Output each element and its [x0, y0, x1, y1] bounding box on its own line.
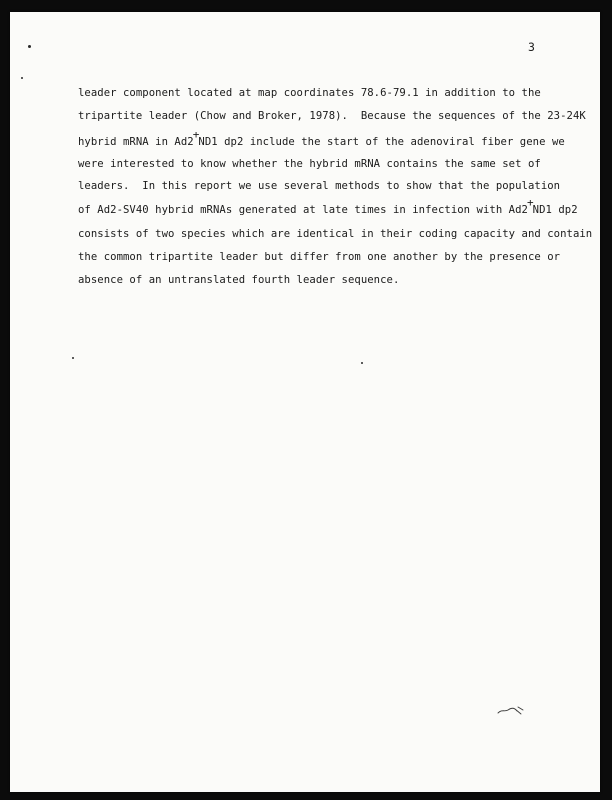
- superscript-plus: +: [526, 196, 534, 209]
- body-text-segment: ND1 dp2 include the start of the adenoviral fiber gene we: [198, 136, 565, 148]
- body-text-line-4: were interested to know whether the hybrid mRNA contains the same set of: [78, 158, 541, 170]
- page-speck: [21, 77, 23, 79]
- page-speck: [72, 357, 74, 359]
- page-speck: [361, 362, 363, 364]
- body-text-line-7: consists of two species which are identical in their coding capacity and contain: [78, 228, 593, 240]
- body-text-line-1: leader component located at map coordinates 78.6-79.1 in addition to the: [78, 87, 541, 99]
- body-text-line-3: [78, 128, 565, 148]
- body-text-segment: hybrid mRNA in Ad2: [78, 136, 194, 148]
- body-text-line-9: absence of an untranslated fourth leader sequence.: [78, 274, 400, 286]
- body-text-segment: ND1 dp2: [532, 204, 578, 216]
- pen-mark: [496, 703, 528, 717]
- document-page: [10, 12, 600, 792]
- body-text-line-6: [78, 196, 578, 216]
- body-text-line-5: leaders. In this report we use several methods to show that the population: [78, 180, 561, 192]
- body-text-line-2: tripartite leader (Chow and Broker, 1978). Because the sequences of the 23-24K: [78, 110, 586, 122]
- page-speck: [28, 45, 31, 48]
- page-number: 3: [528, 40, 535, 54]
- body-text-segment: of Ad2-SV40 hybrid mRNAs generated at late times in infection with Ad2: [78, 204, 528, 216]
- superscript-plus: +: [192, 128, 200, 141]
- body-text-line-8: the common tripartite leader but differ from one another by the presence or: [78, 251, 561, 263]
